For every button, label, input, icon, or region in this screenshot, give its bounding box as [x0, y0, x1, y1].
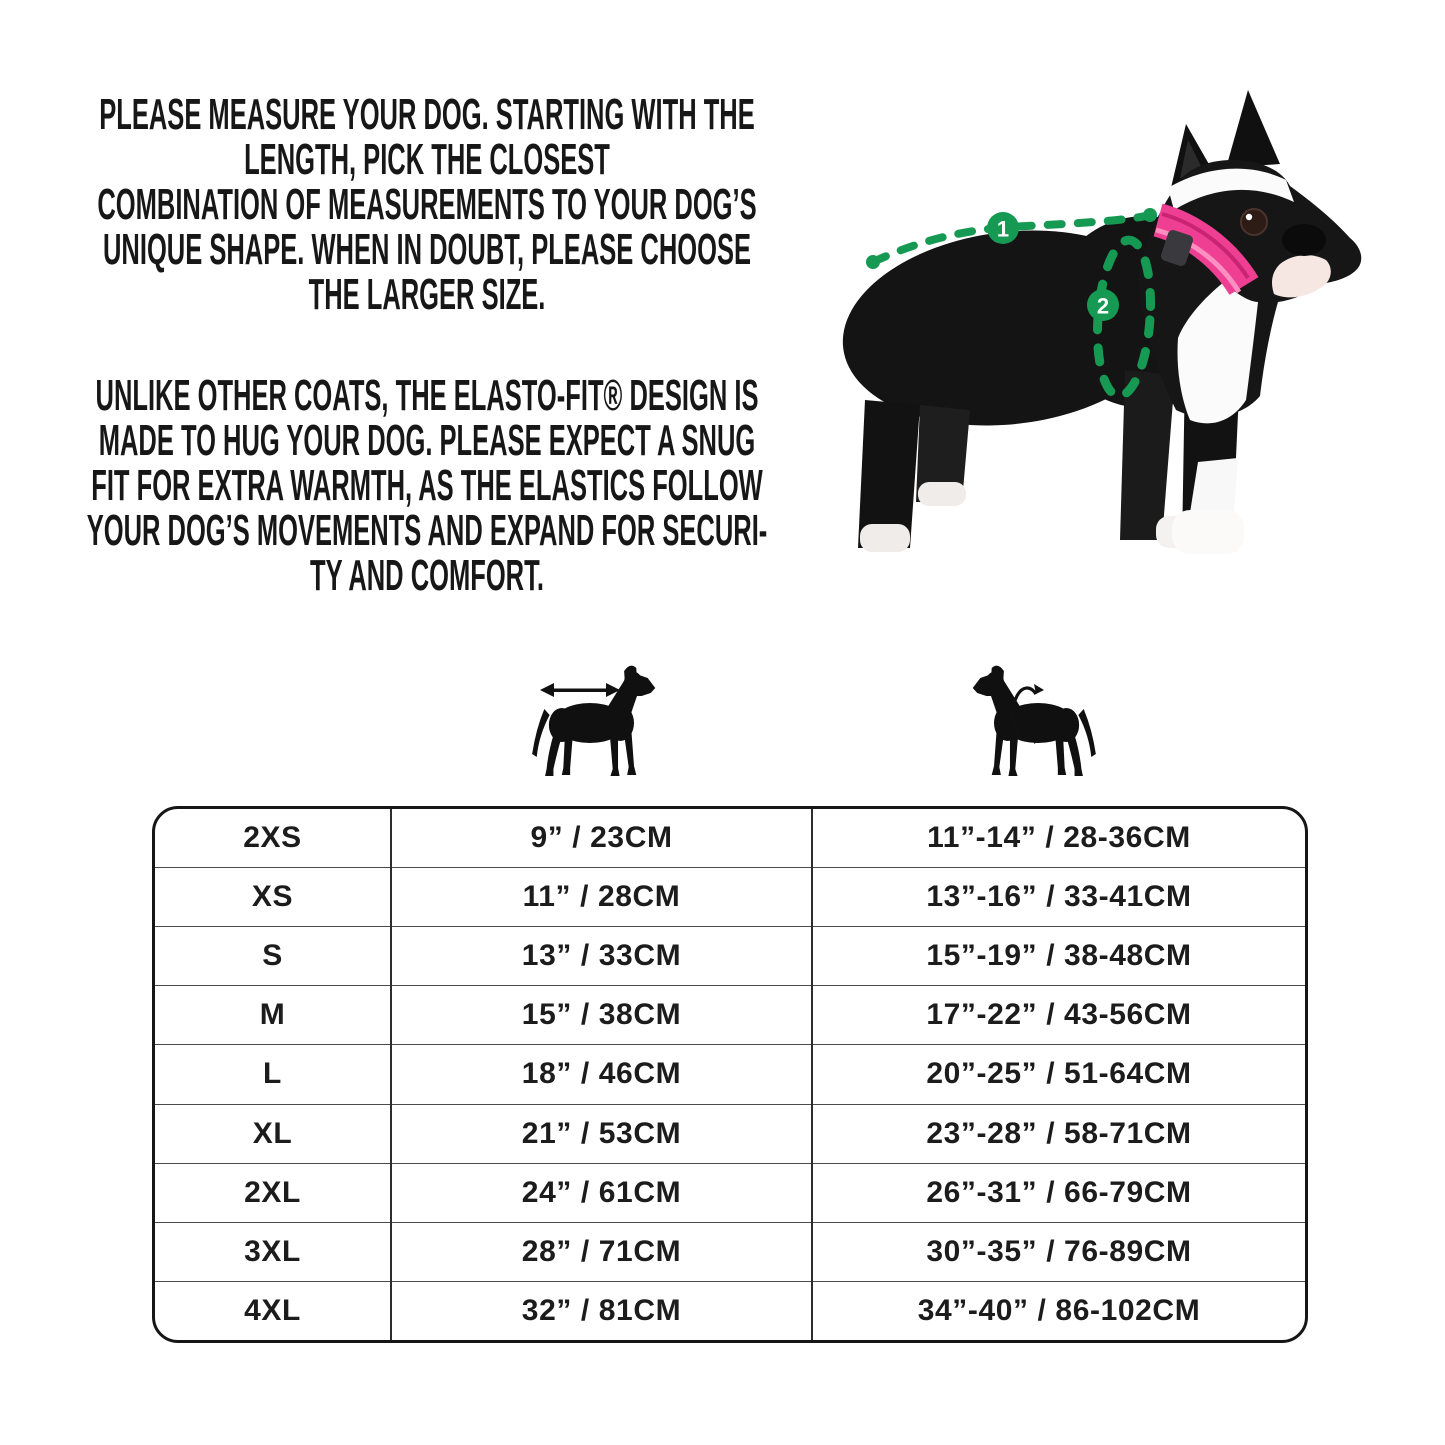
intro-line: UNLIKE OTHER COATS, THE ELASTO-FIT® DESIGN IS: [95, 371, 759, 420]
length-cell: 21” / 53CM: [391, 1104, 812, 1163]
girth-cell: 15”-19” / 38-48CM: [812, 927, 1305, 986]
size-cell: XL: [155, 1104, 391, 1163]
table-row: [155, 867, 1305, 926]
girth-cell: 17”-22” / 43-56CM: [812, 986, 1305, 1045]
length-cell: 11” / 28CM: [391, 867, 812, 926]
intro-line: COMBINATION OF MEASUREMENTS TO YOUR DOG’S: [97, 180, 757, 229]
girth-cell: 20”-25” / 51-64CM: [812, 1045, 1305, 1104]
marker-2-badge: [1087, 289, 1119, 321]
girth-cell: 26”-31” / 66-79CM: [812, 1163, 1305, 1222]
table-row: [155, 927, 1305, 986]
table-row: [155, 1163, 1305, 1222]
length-cell: 13” / 33CM: [391, 927, 812, 986]
table-row: [155, 1045, 1305, 1104]
svg-text:2: 2: [1096, 293, 1110, 319]
size-cell: 2XS: [155, 809, 391, 867]
length-cell: 28” / 71CM: [391, 1222, 812, 1281]
intro-line: FIT FOR EXTRA WARMTH, AS THE ELASTICS FOLLOW: [91, 461, 763, 510]
size-chart-table: [155, 809, 1305, 1340]
length-cell: 9” / 23CM: [391, 809, 812, 867]
table-row: [155, 809, 1305, 867]
size-cell: 4XL: [155, 1282, 391, 1340]
girth-cell: 30”-35” / 76-89CM: [812, 1222, 1305, 1281]
girth-icon-dog-silhouette: [973, 666, 1096, 776]
measurement-legend: [470, 650, 1190, 800]
marker-1-badge: [987, 212, 1019, 244]
intro-line: PLEASE MEASURE YOUR DOG. STARTING WITH THE: [99, 90, 755, 139]
length-cell: 15” / 38CM: [391, 986, 812, 1045]
dog-eye: [1241, 209, 1267, 235]
intro-line: TY AND COMFORT.: [310, 551, 544, 600]
size-cell: L: [155, 1045, 391, 1104]
size-cell: 2XL: [155, 1163, 391, 1222]
size-cell: 3XL: [155, 1222, 391, 1281]
dog-nose: [1282, 224, 1326, 256]
size-cell: M: [155, 986, 391, 1045]
dog-measurement-photo: [820, 70, 1390, 610]
intro-line: UNIQUE SHAPE. WHEN IN DOUBT, PLEASE CHOOSE: [102, 225, 751, 274]
girth-cell: 13”-16” / 33-41CM: [812, 867, 1305, 926]
size-cell: S: [155, 927, 391, 986]
table-row: [155, 1282, 1305, 1340]
intro-line: YOUR DOG’S MOVEMENTS AND EXPAND FOR SECURI-: [86, 506, 768, 555]
intro-line: THE LARGER SIZE.: [308, 270, 546, 319]
intro-line: MADE TO HUG YOUR DOG. PLEASE EXPECT A SNUG: [98, 416, 756, 465]
girth-cell: 11”-14” / 28-36CM: [812, 809, 1305, 867]
girth-cell: 23”-28” / 58-71CM: [812, 1104, 1305, 1163]
size-cell: XS: [155, 867, 391, 926]
length-cell: 24” / 61CM: [391, 1163, 812, 1222]
svg-text:1: 1: [996, 216, 1010, 242]
measure-instructions-paragraph: [79, 92, 775, 317]
table-row: [155, 1222, 1305, 1281]
table-row: [155, 986, 1305, 1045]
length-icon-dog-silhouette: [532, 666, 655, 776]
intro-line: LENGTH, PICK THE CLOSEST: [244, 135, 610, 184]
elasto-fit-note-paragraph: [79, 373, 775, 598]
size-chart: [152, 806, 1308, 1343]
girth-cell: 34”-40” / 86-102CM: [917, 1294, 1201, 1328]
length-cell: 32” / 81CM: [391, 1282, 812, 1340]
length-cell: 18” / 46CM: [391, 1045, 812, 1104]
table-row: [155, 1104, 1305, 1163]
length-arrow-icon: [540, 683, 620, 697]
